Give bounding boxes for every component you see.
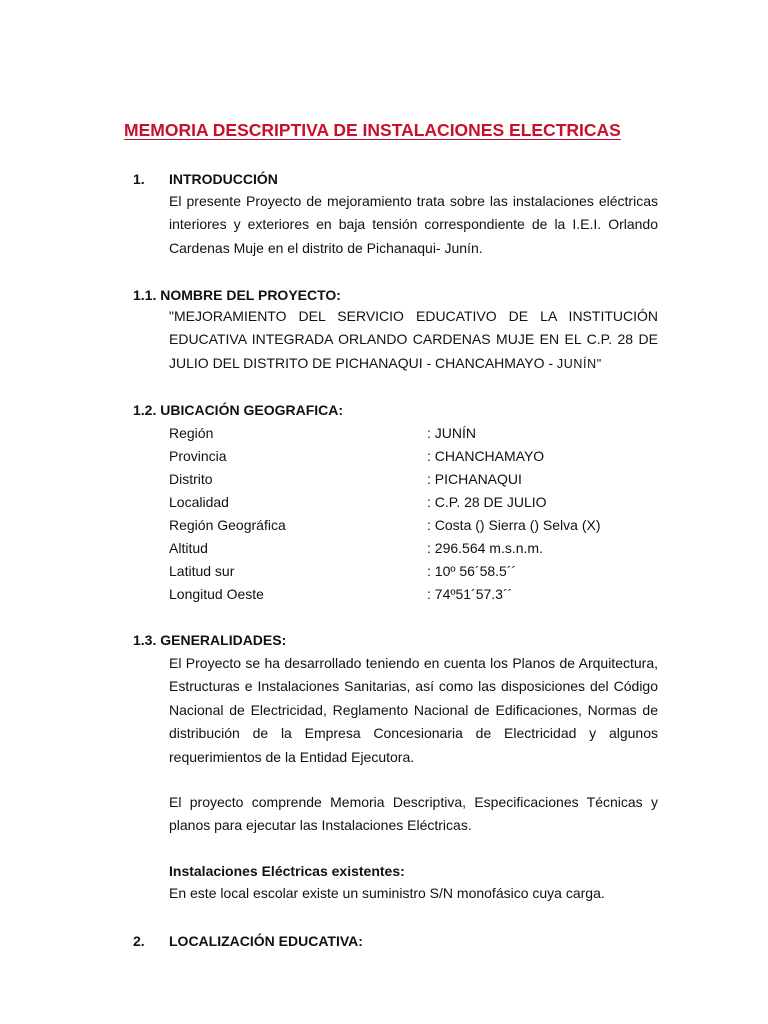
location-label: Latitud sur [169,563,235,579]
location-row [169,540,543,556]
generalities-paragraph-1: El Proyecto se ha desarrollado teniendo en cuenta los Planos de Arquitectura, Estructuras e Instalaciones Sanitarias, así como las disposiciones del Código Nacional de Electricidad, Reglamento Nacional de Edificaciones, Normas de distribución de la Empresa Concesionaria de Electricidad y algunos requerimientos de la Entidad Ejecutora. [169,655,658,765]
section-1-paragraph: El presente Proyecto de mejoramiento trata sobre las instalaciones eléctricas interiores y exteriores en baja tensión correspondiente de la I.E.I. Orlando Cardenas Muje en el distrito de Pichanaqui- Junín. [169,193,658,256]
location-label: Región [169,425,214,441]
location-label: Distrito [169,471,213,487]
location-value: : 10º 56´58.5´´ [427,563,517,579]
location-value: : 74º51´57.3´´ [427,586,513,602]
location-row [169,471,522,487]
generalities-paragraph-2: El proyecto comprende Memoria Descriptiva, Especificaciones Técnicas y planos para ejecutar las Instalaciones Eléctricas. [169,794,658,834]
existing-installations-subheading: Instalaciones Eléctricas existentes: [169,863,405,879]
section-1-2-heading: 1.2. UBICACIÓN GEOGRAFICA: [133,402,344,418]
location-value: : Costa () Sierra () Selva (X) [427,517,601,533]
existing-installations-paragraph: En este local escolar existe un suministro S/N monofásico cuya carga. [169,885,605,901]
section-2-heading: LOCALIZACIÓN EDUCATIVA: [169,933,363,949]
location-label: Longitud Oeste [169,586,264,602]
location-value: : C.P. 28 DE JULIO [427,494,547,510]
location-row [169,586,513,602]
section-1-3-heading: 1.3. GENERALIDADES: [133,632,287,648]
location-label: Provincia [169,448,227,464]
section-1-number: 1. [133,171,145,187]
location-label: Región Geográfica [169,517,286,533]
project-name-paragraph [169,305,658,376]
location-row [169,494,547,510]
location-label: Localidad [169,494,229,510]
location-row [169,425,476,441]
location-value: : 296.564 m.s.n.m. [427,540,543,556]
location-value: : CHANCHAMAYO [427,448,545,464]
project-name-text: "MEJORAMIENTO DEL SERVICIO EDUCATIVO DE LA INSTITUCIÓN EDUCATIVA INTEGRADA ORLANDO CARDENAS MUJE EN EL C.P. 28 DE JULIO DEL DISTRITO DE PICHANAQUI - CHANCAHMAYO - [169,308,658,371]
location-value: : JUNÍN [427,425,476,441]
document-title: MEMORIA DESCRIPTIVA DE INSTALACIONES ELECTRICAS [124,120,621,140]
location-row [169,448,545,464]
location-value: : PICHANAQUI [427,471,522,487]
section-1-1-heading: 1.1. NOMBRE DEL PROYECTO: [133,287,341,303]
location-row [169,563,517,579]
location-row [169,517,601,533]
section-2-number: 2. [133,933,145,949]
section-1-heading: INTRODUCCIÓN [169,171,278,187]
location-label: Altitud [169,540,208,556]
project-name-region: JUNÍN" [556,356,602,371]
